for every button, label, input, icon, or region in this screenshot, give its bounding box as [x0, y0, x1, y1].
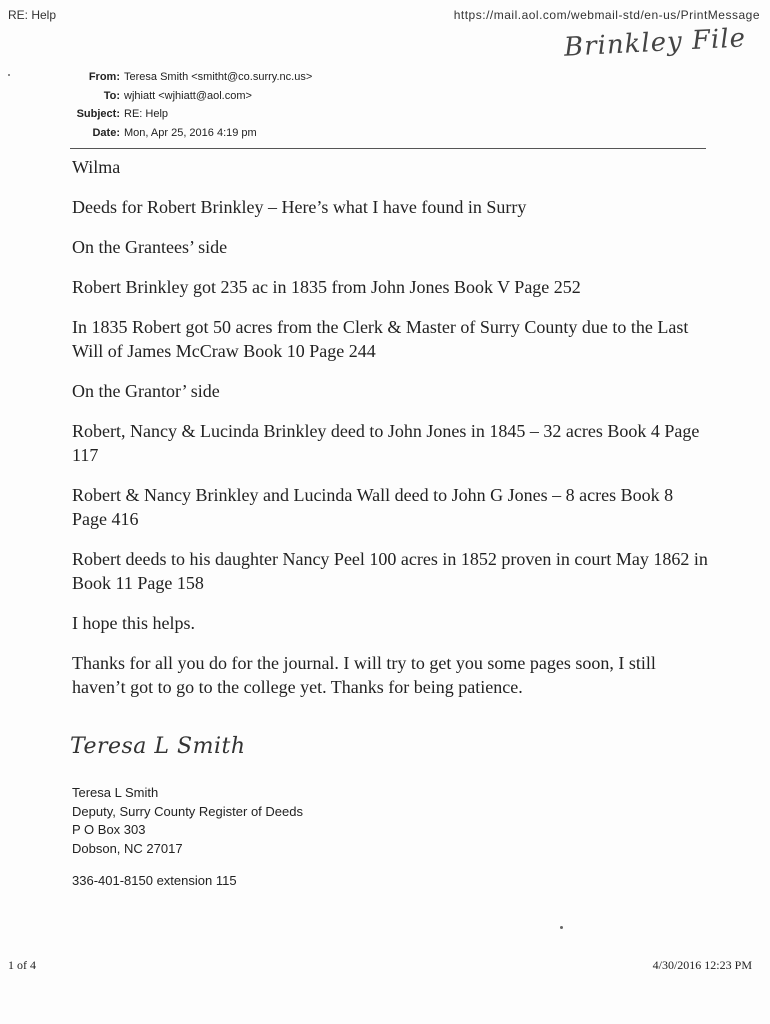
greeting: Wilma [72, 157, 121, 177]
header-value: Mon, Apr 25, 2016 4:19 pm [124, 126, 257, 139]
header-value: wjhiatt <wjhiatt@aol.com> [124, 89, 252, 102]
body-paragraph: Robert deeds to his daughter Nancy Peel 100 acres in 1852 proven in court May 1862 in Book 11 Page 158 [72, 549, 708, 593]
body-paragraph: Deeds for Robert Brinkley – Here’s what I have found in Surry [72, 197, 527, 217]
email-headers [60, 68, 312, 142]
signature-phone: 336-401-8150 extension 115 [72, 873, 237, 888]
handwritten-note: Brinkley File [563, 23, 747, 63]
signature-address-line: P O Box 303 [72, 822, 146, 837]
handwritten-signature: Teresa L Smith [70, 734, 246, 759]
signature-address-line: Dobson, NC 27017 [72, 840, 183, 856]
body-paragraph: Thanks for all you do for the journal. I will try to get you some pages soon, I still haven’t got to go to the college yet. Thanks for being patience. [72, 653, 656, 697]
header-label: Subject: [76, 108, 120, 120]
header-value: RE: Help [124, 108, 169, 120]
body-paragraph: On the Grantor’ side [72, 381, 220, 401]
page-number: 1 of 4 [8, 958, 36, 972]
body-paragraph: Robert Brinkley got 235 ac in 1835 from John Jones Book V Page 252 [72, 277, 581, 297]
header-value: Teresa Smith <smitht@co.surry.nc.us> [124, 71, 313, 83]
body-paragraph: I hope this helps. [72, 613, 195, 633]
scan-speck [560, 926, 563, 929]
header-subject [60, 105, 312, 124]
signature-block [72, 784, 303, 891]
header-date [60, 124, 312, 143]
signature-name: Teresa L Smith [72, 785, 159, 800]
scan-speck [8, 74, 10, 76]
body-paragraph: Robert, Nancy & Lucinda Brinkley deed to John Jones in 1845 – 32 acres Book 4 Page 117 [72, 421, 700, 465]
body-paragraph: In 1835 Robert got 50 acres from the Clerk & Master of Surry County due to the Last Will of James McCraw Book 10 Page 244 [72, 317, 689, 361]
email-body [72, 155, 712, 715]
body-paragraph: On the Grantees’ side [72, 237, 228, 257]
header-label: Date: [92, 126, 120, 139]
header-from [60, 68, 312, 87]
header-label: To: [103, 89, 120, 102]
print-header-title: RE: Help [8, 8, 57, 22]
header-divider [70, 148, 706, 149]
header-to [60, 87, 312, 106]
signature-title: Deputy, Surry County Register of Deeds [72, 803, 303, 819]
body-paragraph: Robert & Nancy Brinkley and Lucinda Wall deed to John G Jones – 8 acres Book 8 Page 416 [72, 485, 674, 529]
print-timestamp: 4/30/2016 12:23 PM [652, 958, 752, 972]
header-label: From: [88, 71, 120, 83]
print-header-url: https://mail.aol.com/webmail-std/en-us/PrintMessage [453, 8, 760, 22]
